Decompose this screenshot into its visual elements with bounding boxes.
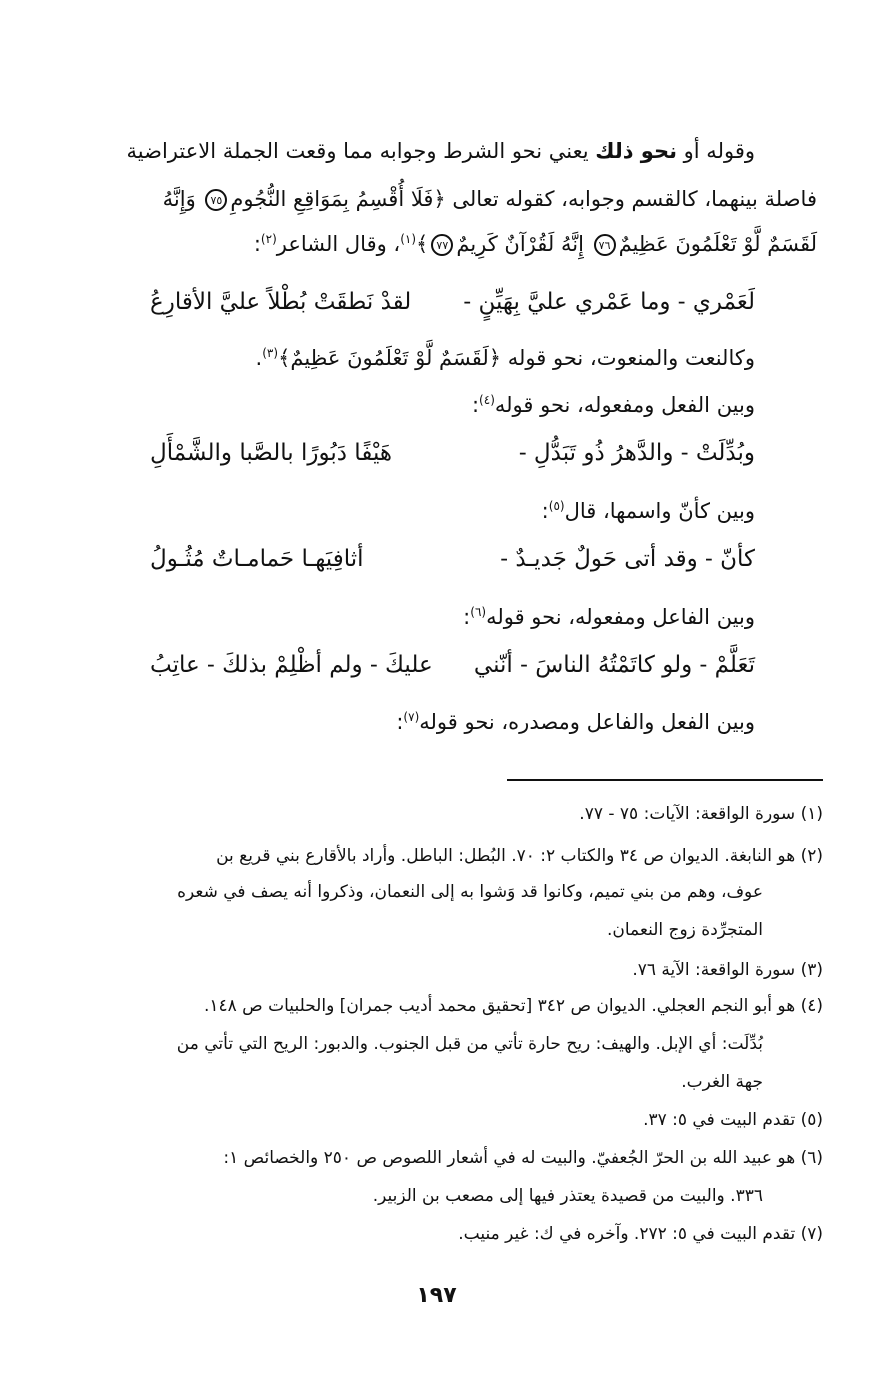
paragraph-line bbox=[256, 346, 755, 371]
text-span: فاصلة بينهما، كالقسم وجوابه، كقوله تعالى bbox=[445, 187, 817, 211]
poem-second-hemistich: هَيْفًا دَبُورًا بالصَّبا والشَّمْأَلِ bbox=[150, 440, 393, 466]
poem-first-hemistich: تَعَلَّمْ - ولو كاتَمْتُهُ الناسَ - أنّني bbox=[473, 652, 755, 678]
paragraph-line bbox=[542, 499, 755, 524]
footnote-3: (٣) سورة الواقعة: الآية ٧٦. bbox=[632, 960, 823, 980]
footnote-2: (٢) هو النابغة. الديوان ص ٣٤ والكتاب ٢: ٧٠. البُطل: الباطل. وأراد بالأقارع بني قريع بن bbox=[216, 846, 823, 866]
paragraph-line bbox=[472, 393, 755, 418]
text-span: . bbox=[255, 346, 263, 370]
text-span: ، وقال الشاعر bbox=[276, 232, 401, 256]
poem-first-hemistich: وبُدِّلَتْ - والدَّهرُ ذُو تَبَدُّلِ - bbox=[518, 440, 755, 466]
footnote-1: (١) سورة الواقعة: الآيات: ٧٥ - ٧٧. bbox=[579, 804, 823, 824]
text-span: : bbox=[471, 393, 480, 417]
text-span: وبين الفعل والفاعل ومصدره، نحو قوله bbox=[419, 710, 755, 734]
footnote-ref: (٢) bbox=[260, 232, 277, 246]
poem-second-hemistich: أثافِيَهـا حَمامـاتٌ مُثُـولُ bbox=[150, 546, 364, 572]
text-span: : bbox=[541, 499, 549, 523]
footnote-2-continued: عوف، وهم من بني تميم، وكانوا قد وَشوا به إلى النعمان، وذكروا أنه يصف في شعره bbox=[177, 882, 763, 902]
paragraph-line bbox=[463, 605, 755, 630]
ayah-number-marker: ٧٦ bbox=[594, 234, 616, 256]
poem-second-hemistich: لقدْ نَطقَتْ بُطْلاً عليَّ الأقارِعُ bbox=[150, 289, 412, 315]
footnote-4: (٤) هو أبو النجم العجلي. الديوان ص ٣٤٢ [تحقيق محمد أديب جمران] والحلبيات ص ١٤٨. bbox=[203, 996, 823, 1016]
text-span: وبين كأنّ واسمها، قال bbox=[564, 499, 755, 523]
footnote-4-continued: جهة الغرب. bbox=[681, 1072, 763, 1092]
text-span: يعني نحو الشرط وجوابه مما وقعت الجملة الاعتراضية bbox=[126, 139, 596, 163]
footnote-4-continued: بُدِّلَت: أي الإبل. والهيف: ريح حارة تأتي من قبل الجنوب. والدبور: الريح التي تأتي من bbox=[176, 1034, 763, 1054]
footnote-ref: (٦) bbox=[470, 605, 487, 619]
text-span: : bbox=[396, 710, 404, 734]
footnote-ref: (٣) bbox=[262, 346, 279, 360]
paragraph-line bbox=[163, 187, 817, 212]
paragraph-line bbox=[127, 139, 755, 164]
quran-quote: وَإِنَّهُ bbox=[162, 187, 203, 211]
text-span: وكالنعت والمنعوت، نحو قوله bbox=[501, 346, 755, 370]
text-span: وقوله أو bbox=[676, 139, 755, 163]
footnote-separator bbox=[507, 779, 823, 781]
quran-quote: إِنَّهُ لَقُرْآنٌ كَرِيمٌ bbox=[456, 232, 591, 256]
quran-quote: ﴿فَلَا أُقْسِمُ بِمَوَاقِعِ النُّجُومِ bbox=[230, 187, 446, 211]
footnote-2-continued: المتجرِّدة زوج النعمان. bbox=[606, 920, 763, 940]
bold-term: نحو ذلك bbox=[595, 139, 677, 163]
poem-second-hemistich: عليكَ - ولم أظْلِمْ بذلكَ - عاتِبُ bbox=[150, 652, 433, 678]
poem-first-hemistich: لَعَمْري - وما عَمْري عليَّ بِهَيِّنٍ - bbox=[463, 289, 755, 315]
footnote-ref: (٤) bbox=[479, 393, 495, 407]
text-span: وبين الفاعل ومفعوله، نحو قوله bbox=[486, 605, 755, 629]
text-span: : bbox=[253, 232, 261, 256]
text-span: وبين الفعل ومفعوله، نحو قوله bbox=[494, 393, 755, 417]
paragraph-line bbox=[254, 232, 817, 257]
quran-quote: لَقَسَمٌ لَّوْ تَعْلَمُونَ عَظِيمٌ bbox=[618, 232, 817, 256]
text-span: : bbox=[463, 605, 471, 629]
footnote-ref: (٧) bbox=[403, 710, 420, 724]
poem-first-hemistich: كأنّ - وقد أتى حَولٌ جَديـدٌ - bbox=[500, 546, 755, 572]
footnote-6-continued: ٣٣٦. والبيت من قصيدة يعتذر فيها إلى مصعب بن الزبير. bbox=[372, 1186, 763, 1206]
footnote-7: (٧) تقدم البيت في ٥: ٢٧٢. وآخره في ك: غير منيب. bbox=[458, 1224, 823, 1244]
quran-bracket: ﴾ bbox=[416, 232, 429, 256]
page-number: ١٩٧ bbox=[416, 1283, 457, 1308]
ayah-number-marker: ٧٧ bbox=[431, 234, 453, 256]
ayah-number-marker: ٧٥ bbox=[205, 189, 227, 211]
quran-quote: ﴿لَقَسَمٌ لَّوْ تَعْلَمُونَ عَظِيمٌ﴾ bbox=[278, 346, 502, 370]
footnote-5: (٥) تقدم البيت في ٥: ٣٧. bbox=[643, 1110, 823, 1130]
footnote-6: (٦) هو عبيد الله بن الحرّ الجُعفيّ. والبيت له في أشعار اللصوص ص ٢٥٠ والخصائص ١: bbox=[223, 1148, 823, 1168]
paragraph-line bbox=[396, 710, 755, 735]
footnote-ref: (١) bbox=[400, 232, 417, 246]
footnote-ref: (٥) bbox=[548, 499, 565, 513]
